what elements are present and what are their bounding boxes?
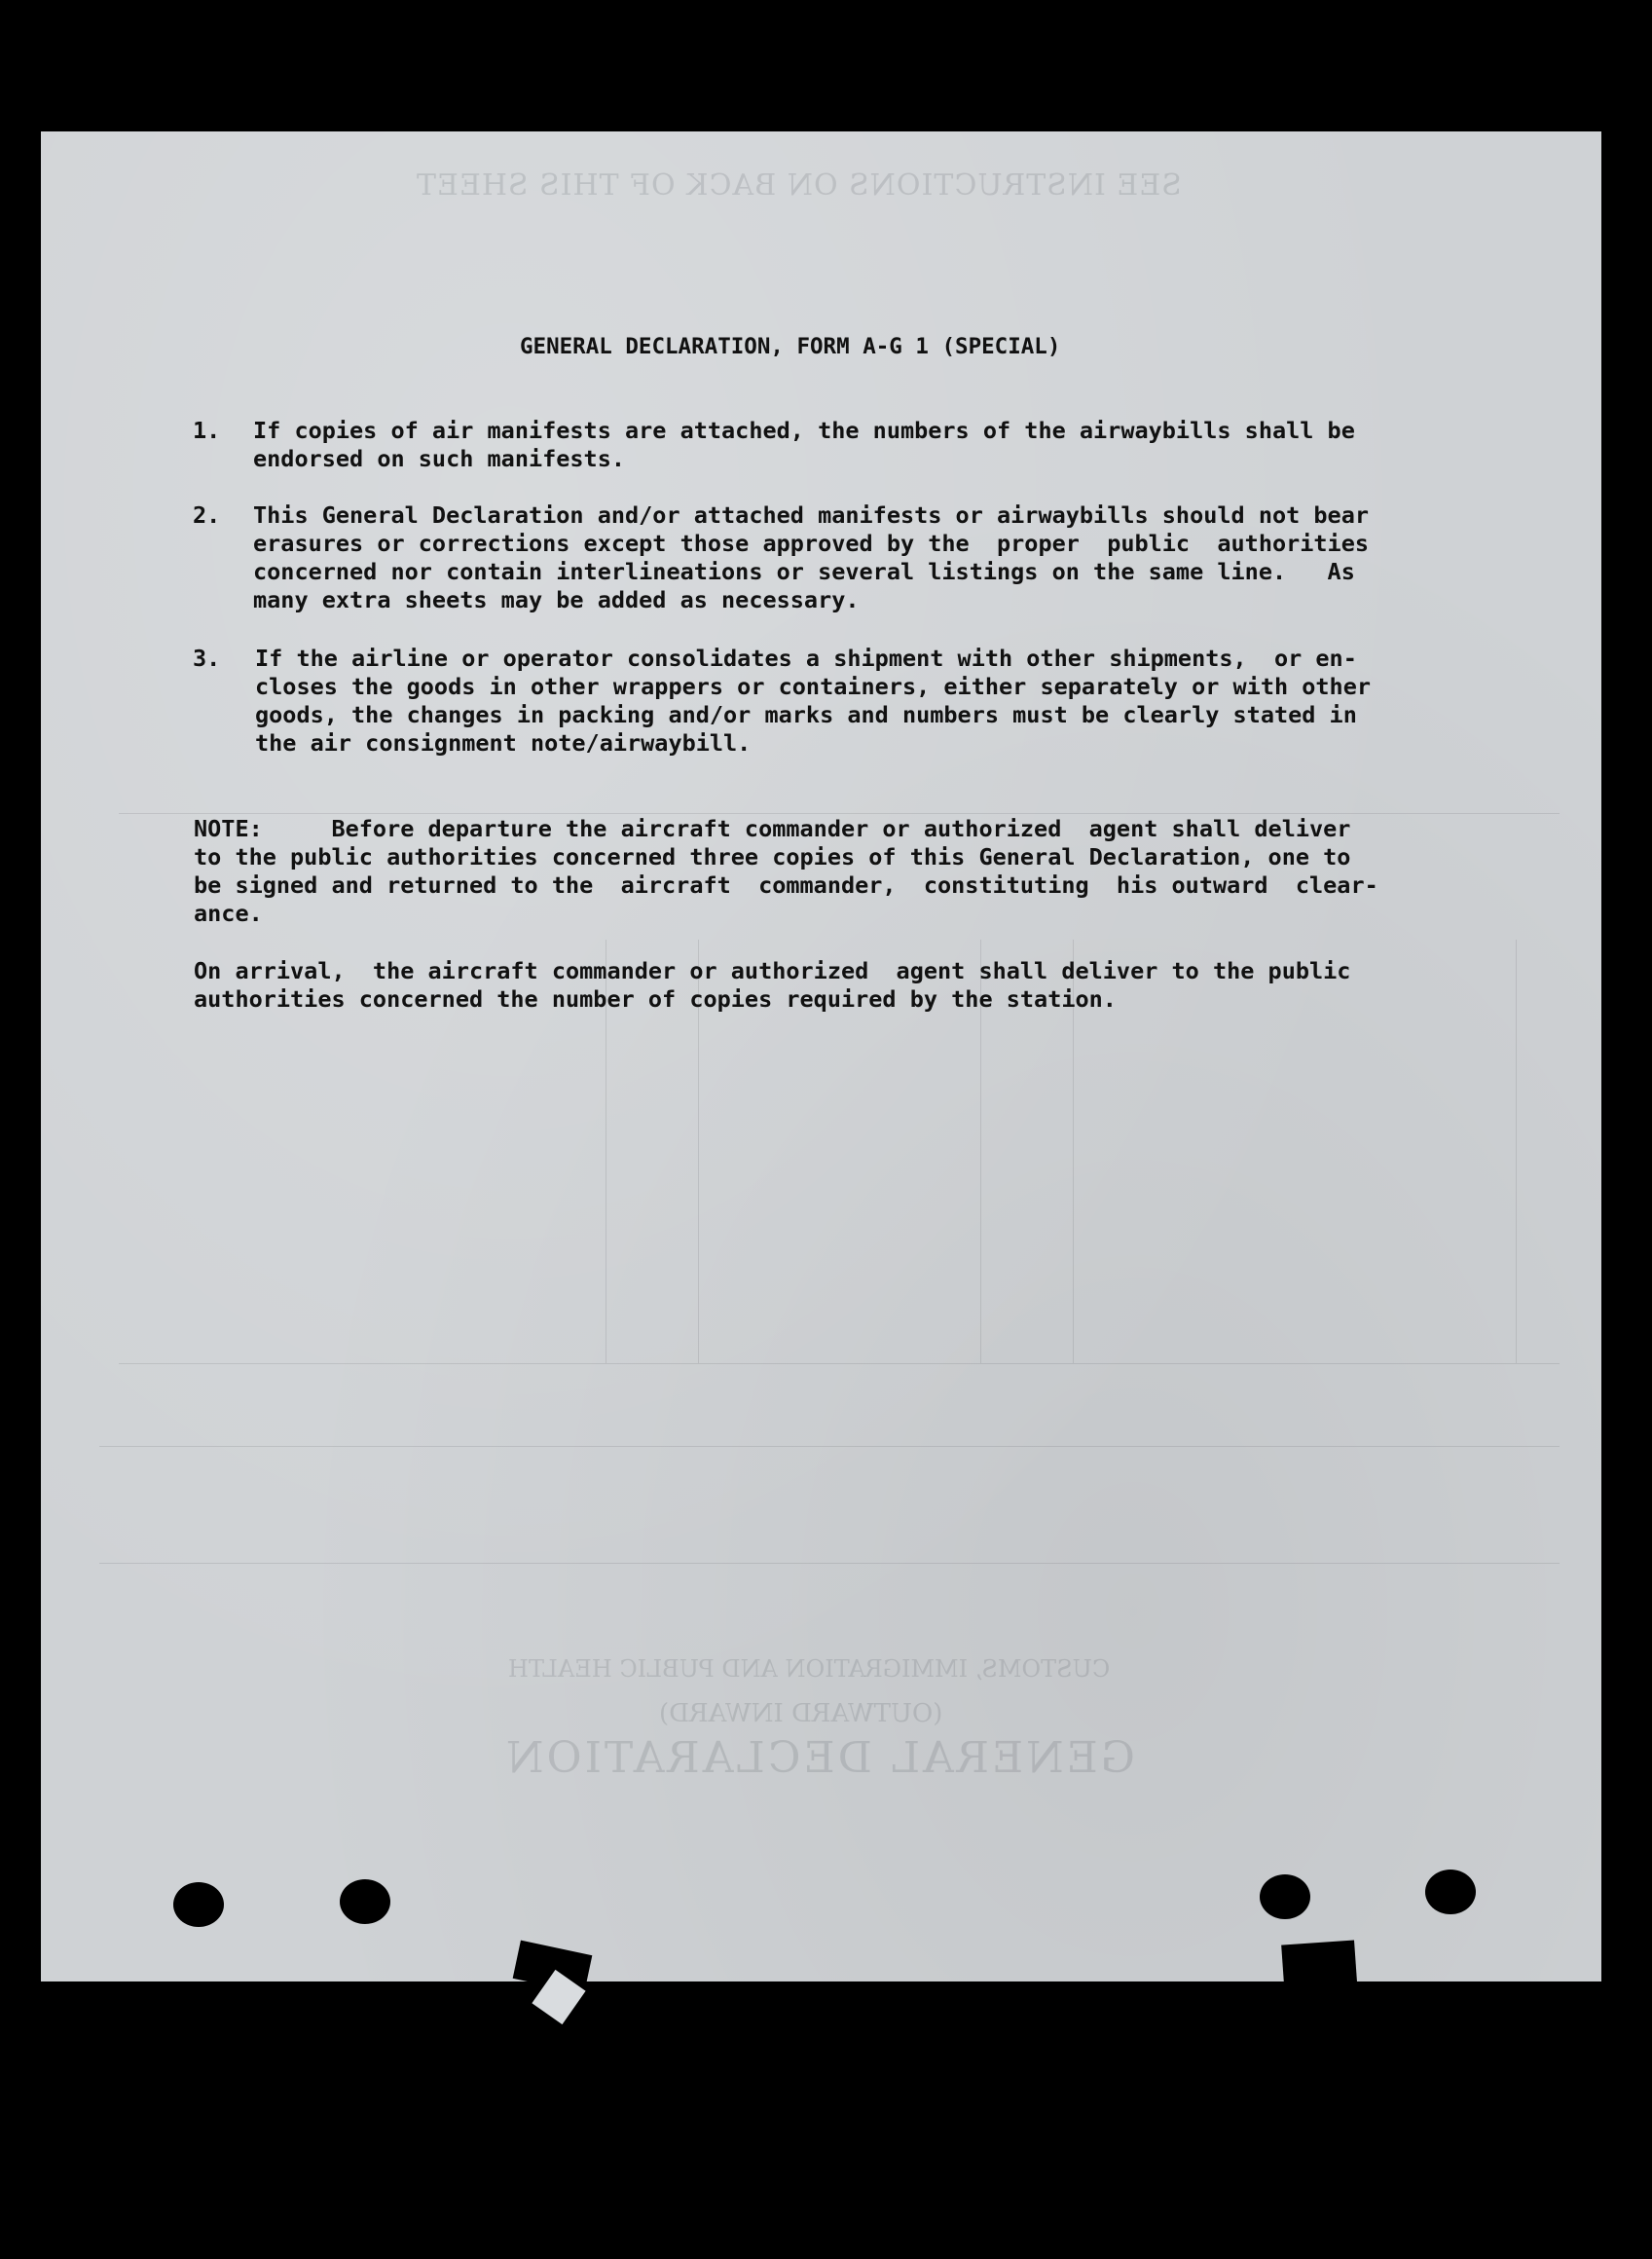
item-number: 1. [193, 417, 221, 444]
bleed-through-subtitle: (OUTWARD INWARD) [659, 1699, 943, 1728]
punch-hole [1425, 1870, 1476, 1914]
note-line: be signed and returned to the aircraft commander, constituting his outward clear- [194, 871, 1378, 899]
bleed-through-header: SEE INSTRUCTIONS ON BACK OF THIS SHEET [416, 168, 1182, 203]
item-3-line: closes the goods in other wrappers or containers, either separately or with other [255, 673, 1372, 700]
item-2-line: This General Declaration and/or attached manifests or airwaybills should not bear [253, 501, 1370, 529]
item-2-line: many extra sheets may be added as necessary. [253, 586, 860, 613]
note-line: ance. [194, 900, 263, 927]
item-number: 3. [193, 645, 221, 672]
item-2-line: concerned nor contain interlineations or several listings on the same line. As [253, 558, 1355, 585]
item-3-line: the air consignment note/airwaybill. [255, 729, 752, 757]
document-title: GENERAL DECLARATION, FORM A-G 1 (SPECIAL) [520, 334, 1061, 359]
bleed-through-rule [99, 1563, 1560, 1564]
bleed-through-rule [99, 1446, 1560, 1447]
bleed-through-agencies: CUSTOMS, IMMIGRATION AND PUBLIC HEALTH [508, 1655, 1111, 1683]
punch-hole [173, 1882, 224, 1927]
document-sheet [41, 131, 1601, 1981]
arrival-line: On arrival, the aircraft commander or authorized agent shall deliver to the public [194, 957, 1351, 984]
item-2-line: erasures or corrections except those approved by the proper public authorities [253, 530, 1370, 557]
bleed-through-rule [119, 1363, 1560, 1364]
item-1-line: If copies of air manifests are attached, the numbers of the airwaybills shall be [253, 417, 1355, 444]
item-1-line: endorsed on such manifests. [253, 445, 626, 472]
note-line: to the public authorities concerned three copies of this General Declaration, one to [194, 843, 1351, 870]
item-number: 2. [193, 501, 221, 529]
punch-hole [1260, 1874, 1310, 1919]
item-3-line: goods, the changes in packing and/or marks and numbers must be clearly stated in [255, 701, 1357, 728]
item-3-line: If the airline or operator consolidates a shipment with other shipments, or en- [255, 645, 1357, 672]
bleed-through-title: GENERAL DECLARATION [503, 1733, 1135, 1783]
arrival-line: authorities concerned the number of copies required by the station. [194, 985, 1117, 1013]
bleed-through-rule [1516, 940, 1517, 1363]
punch-hole [340, 1879, 390, 1924]
binding-tab [1281, 1940, 1358, 1998]
bleed-through-rule [119, 813, 1560, 814]
note-line: NOTE: Before departure the aircraft commander or authorized agent shall deliver [194, 815, 1351, 842]
